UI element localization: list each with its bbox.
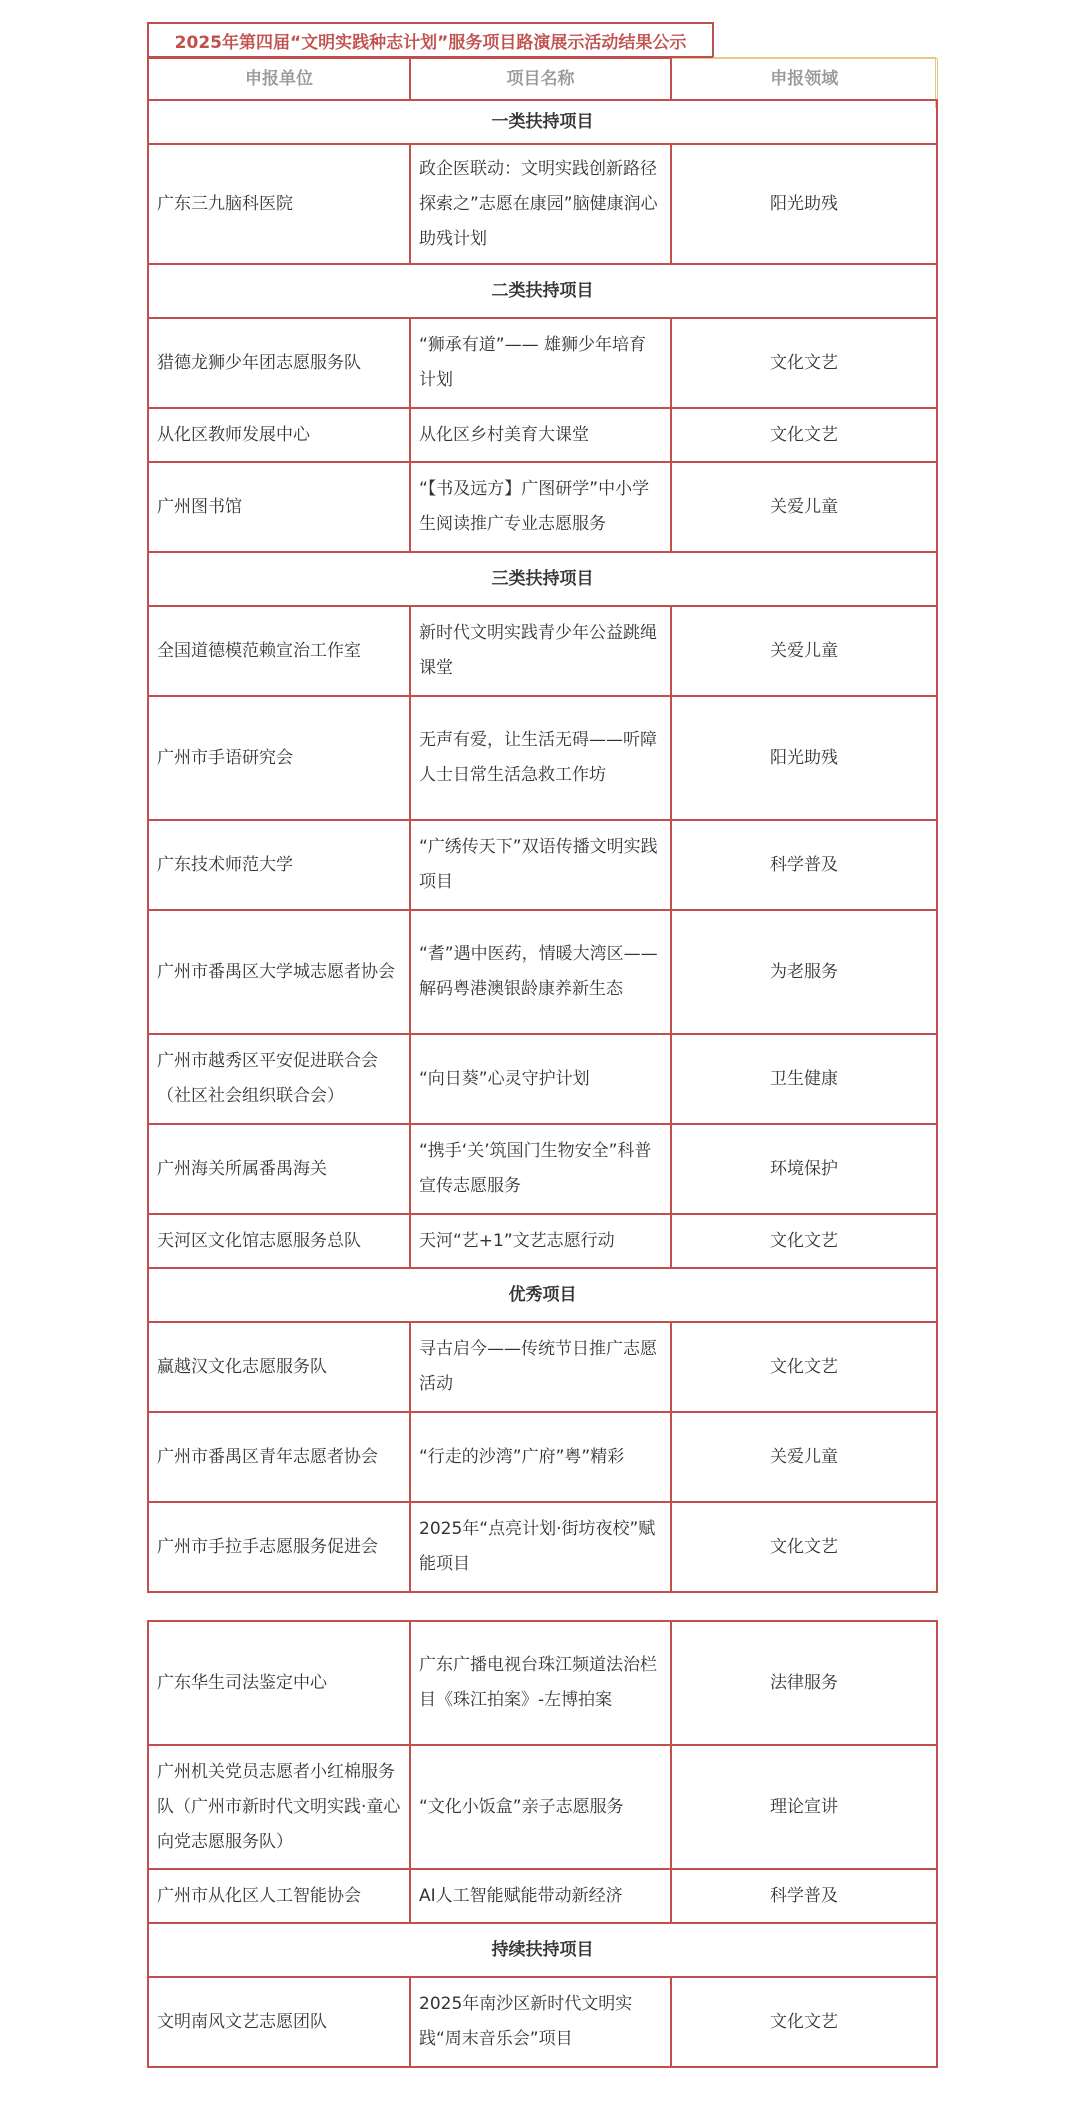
domain-cell: 科学普及 bbox=[671, 1869, 937, 1923]
project-cell: “耆”遇中医药，情暖大湾区——解码粤港澳银龄康养新生态 bbox=[410, 910, 671, 1034]
table-row bbox=[148, 910, 937, 1034]
table-row bbox=[148, 1322, 937, 1412]
unit-cell: 广州机关党员志愿者小红棉服务队（广州市新时代文明实践·童心向党志愿服务队） bbox=[148, 1745, 410, 1869]
table-row bbox=[148, 462, 937, 552]
header-row bbox=[148, 58, 937, 100]
unit-cell: 广东华生司法鉴定中心 bbox=[148, 1621, 410, 1745]
table-row bbox=[148, 1034, 937, 1124]
table-row bbox=[148, 1621, 937, 1745]
domain-cell: 卫生健康 bbox=[671, 1034, 937, 1124]
section-title: 一类扶持项目 bbox=[148, 100, 937, 144]
section-row bbox=[148, 1923, 937, 1977]
domain-cell: 文化文艺 bbox=[671, 1322, 937, 1412]
section-row bbox=[148, 264, 937, 318]
table-row bbox=[148, 1869, 937, 1923]
domain-cell: 关爱儿童 bbox=[671, 462, 937, 552]
section-title: 二类扶持项目 bbox=[148, 264, 937, 318]
project-cell: “广绣传天下”双语传播文明实践项目 bbox=[410, 820, 671, 910]
project-cell: “携手‘关’筑国门生物安全”科普宣传志愿服务 bbox=[410, 1124, 671, 1214]
project-cell: AI人工智能赋能带动新经济 bbox=[410, 1869, 671, 1923]
table-row bbox=[148, 1412, 937, 1502]
unit-cell: 全国道德模范赖宣治工作室 bbox=[148, 606, 410, 696]
project-cell: “【书及远方】广图研学”中小学生阅读推广专业志愿服务 bbox=[410, 462, 671, 552]
domain-cell: 关爱儿童 bbox=[671, 1412, 937, 1502]
project-cell: “文化小饭盒”亲子志愿服务 bbox=[410, 1745, 671, 1869]
unit-cell: 广州市从化区人工智能协会 bbox=[148, 1869, 410, 1923]
unit-cell: 赢越汉文化志愿服务队 bbox=[148, 1322, 410, 1412]
section-title: 优秀项目 bbox=[148, 1268, 937, 1322]
domain-cell: 环境保护 bbox=[671, 1124, 937, 1214]
section-row bbox=[148, 100, 937, 144]
unit-cell: 从化区教师发展中心 bbox=[148, 408, 410, 462]
header-project: 项目名称 bbox=[410, 58, 671, 100]
domain-cell: 阳光助残 bbox=[671, 696, 937, 820]
domain-cell: 文化文艺 bbox=[671, 318, 937, 408]
page-title: 2025年第四届“文明实践种志计划”服务项目路演展示活动结果公示 bbox=[147, 22, 714, 58]
table-row bbox=[148, 1977, 937, 2067]
project-cell: 2025年“点亮计划·街坊夜校”赋能项目 bbox=[410, 1502, 671, 1592]
domain-cell: 理论宣讲 bbox=[671, 1745, 937, 1869]
table-row bbox=[148, 408, 937, 462]
domain-cell: 关爱儿童 bbox=[671, 606, 937, 696]
unit-cell: 天河区文化馆志愿服务总队 bbox=[148, 1214, 410, 1268]
domain-cell: 为老服务 bbox=[671, 910, 937, 1034]
unit-cell: 广州市手语研究会 bbox=[148, 696, 410, 820]
header-unit: 申报单位 bbox=[148, 58, 410, 100]
project-cell: 寻古启今——传统节日推广志愿活动 bbox=[410, 1322, 671, 1412]
unit-cell: 广东技术师范大学 bbox=[148, 820, 410, 910]
domain-cell: 文化文艺 bbox=[671, 1502, 937, 1592]
domain-cell: 文化文艺 bbox=[671, 408, 937, 462]
project-cell: “行走的沙湾”广府”粤”精彩 bbox=[410, 1412, 671, 1502]
section-title: 持续扶持项目 bbox=[148, 1923, 937, 1977]
project-cell: 无声有爱，让生活无碍——听障人士日常生活急救工作坊 bbox=[410, 696, 671, 820]
unit-cell: 广州图书馆 bbox=[148, 462, 410, 552]
project-cell: 2025年南沙区新时代文明实践“周末音乐会”项目 bbox=[410, 1977, 671, 2067]
unit-cell: 广州市番禺区青年志愿者协会 bbox=[148, 1412, 410, 1502]
section-row bbox=[148, 552, 937, 606]
section-row bbox=[148, 1268, 937, 1322]
project-cell: 政企医联动：文明实践创新路径探索之”志愿在康园”脑健康润心助残计划 bbox=[410, 144, 671, 264]
table-row bbox=[148, 1502, 937, 1592]
table-row bbox=[148, 606, 937, 696]
unit-cell: 广州海关所属番禺海关 bbox=[148, 1124, 410, 1214]
results-table bbox=[147, 57, 938, 1593]
section-title: 三类扶持项目 bbox=[148, 552, 937, 606]
unit-cell: 广东三九脑科医院 bbox=[148, 144, 410, 264]
project-cell: 新时代文明实践青少年公益跳绳课堂 bbox=[410, 606, 671, 696]
table-row bbox=[148, 1124, 937, 1214]
unit-cell: 文明南风文艺志愿团队 bbox=[148, 1977, 410, 2067]
results-table-continued bbox=[147, 1620, 938, 2068]
header-domain: 申报领域 bbox=[671, 58, 937, 100]
table-row bbox=[148, 820, 937, 910]
domain-cell: 文化文艺 bbox=[671, 1977, 937, 2067]
project-cell: 天河“艺+1”文艺志愿行动 bbox=[410, 1214, 671, 1268]
table-row bbox=[148, 144, 937, 264]
table-row bbox=[148, 318, 937, 408]
domain-cell: 科学普及 bbox=[671, 820, 937, 910]
table-row bbox=[148, 1214, 937, 1268]
unit-cell: 广州市手拉手志愿服务促进会 bbox=[148, 1502, 410, 1592]
table-row bbox=[148, 1745, 937, 1869]
domain-cell: 法律服务 bbox=[671, 1621, 937, 1745]
unit-cell: 广州市越秀区平安促进联合会（社区社会组织联合会） bbox=[148, 1034, 410, 1124]
project-cell: 广东广播电视台珠江频道法治栏目《珠江拍案》-左博拍案 bbox=[410, 1621, 671, 1745]
table-row bbox=[148, 696, 937, 820]
project-cell: “向日葵”心灵守护计划 bbox=[410, 1034, 671, 1124]
domain-cell: 阳光助残 bbox=[671, 144, 937, 264]
project-cell: “狮承有道”—— 雄狮少年培育计划 bbox=[410, 318, 671, 408]
unit-cell: 猎德龙狮少年团志愿服务队 bbox=[148, 318, 410, 408]
project-cell: 从化区乡村美育大课堂 bbox=[410, 408, 671, 462]
domain-cell: 文化文艺 bbox=[671, 1214, 937, 1268]
unit-cell: 广州市番禺区大学城志愿者协会 bbox=[148, 910, 410, 1034]
